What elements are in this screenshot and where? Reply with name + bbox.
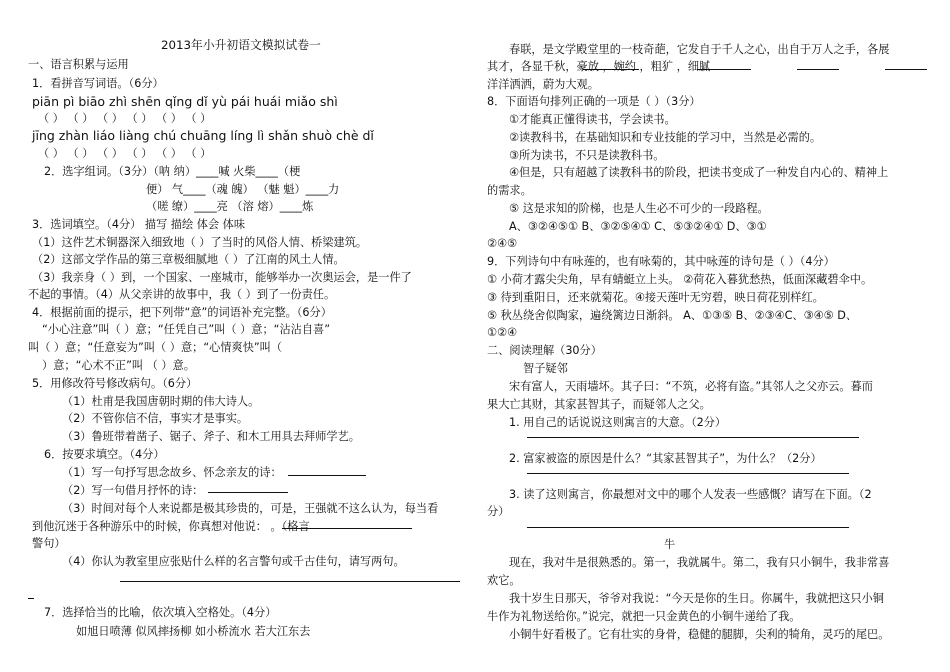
text-line: piān pì biāo zhì shēn qǐng dǐ yù pái huái miǎo shì — [32, 94, 338, 109]
text-line: ③ 待到重阳日，还来就菊花。④接天莲叶无穷碧，映日荷花别样红。 — [487, 291, 824, 304]
text-line: 牛 — [664, 538, 676, 551]
text-line: ⑤ 这是求知的阶梯，也是人生必不可少的一段路程。 — [509, 202, 769, 215]
text-line: 果大亡其财，其家甚智其子，而疑邻人之父。 — [487, 398, 711, 411]
text-line: 3．选词填空。（4分） 描写 描绘 体会 体味 — [32, 218, 246, 231]
text-line: 宋有富人，天雨墙坏。其子曰：“不筑，必将有盗。”其邻人之父亦云。暮而 — [509, 380, 873, 393]
answer-line — [28, 598, 34, 599]
answer-line — [527, 437, 859, 438]
text-line: （2）写一句借月抒怀的诗： — [62, 484, 204, 497]
text-line: 我十岁生日那天，爷爷对我说：“今天是你的生日。你属牛，我就把这只小铜 — [509, 592, 884, 605]
text-line: “小心注意”叫（ ）意；“任凭自己”叫（ ）意；“沾沾自喜” — [42, 323, 331, 336]
text-line: （嗟 缭）____亮 （溶 熔）____炼 — [146, 200, 314, 213]
text-line: （1）杜甫是我国唐朝时期的伟大诗人。 — [62, 395, 260, 408]
text-line: ① 小荷才露尖尖角，早有蜻蜓立上头。 ②荷花入暮犹愁热，低面深藏碧伞中。 — [487, 273, 873, 286]
text-line: （4）你认为教室里应张贴什么样的名言警句或千古佳句，请写两句。 — [62, 555, 405, 568]
text-line: 警句） — [32, 537, 66, 550]
text-line: jīng zhàn liáo liàng chú chuāng líng lì shǎn shuò chè dǐ — [32, 128, 374, 143]
text-line: ）意；“心术不正”叫 （ ）意。 — [42, 359, 195, 372]
text-line: （2）这部文学作品的第三章极细腻地（ ）了江南的风土人情。 — [32, 253, 345, 266]
text-line: 洋洋洒洒，蔚为大观。 — [487, 78, 599, 91]
text-line: （ ） （ ） （ ） （ ） （ ） （ ） — [38, 147, 212, 160]
text-line: 如旭日喷薄 似风摔扬柳 如小桥流水 若大江东去 — [76, 625, 311, 638]
text-line: 分） — [487, 505, 510, 518]
text-line: 到他沉迷于各种游乐中的时候，你真想对他说： 。（格言 — [32, 520, 310, 533]
text-line: 2．选字组词。（3分）（呐 纳）____喊 火柴____（梗 — [44, 165, 301, 178]
text-line: 一、语言积累与运用 — [28, 58, 129, 71]
text-line: ③所为读书，不只是读教科书。 — [509, 149, 665, 162]
text-line: 智子疑邻 — [523, 362, 568, 375]
text-line: ①才能真正懂得读书，学会读书。 — [509, 113, 676, 126]
text-line: 叫（ ）意；“任意妄为”叫（ ）意；“心情爽快”叫（ — [28, 341, 283, 354]
text-line: 牛作为礼物送给你。”说完，就把一只金黄色的小铜牛递给了我。 — [487, 610, 801, 623]
answer-line — [120, 581, 460, 582]
text-line: （2）不管你信不信，事实才是事实。 — [62, 412, 249, 425]
text-line: ②④⑤ — [487, 237, 518, 250]
text-line: ①②④ — [487, 326, 518, 339]
text-line: A、③②④⑤① B、③②⑤④① C、⑤③②④① D、③① — [509, 220, 767, 233]
text-line: ④但是，只有超越了读教科书的阶段，把读书变成了一种发自内心的、精神上 — [509, 166, 889, 179]
text-line: 9．下列诗句中有咏莲的，也有咏菊的，其中咏莲的诗句是（ ）（4分） — [487, 255, 835, 268]
text-line: （3）时间对每个人来说都是极其珍贵的，可是，王强就不这么认为，每当看 — [62, 502, 439, 515]
text-line: 1．看拼音写词语。（6分） — [32, 77, 164, 90]
text-line: 6．按要求填空。（4分） — [44, 448, 165, 461]
text-line: 4．根据前面的提示，把下列带“意”的词语补充完整。（6分） — [32, 306, 332, 319]
text-line: ②读教科书，在基础知识和专业技能的学习中，当然是必需的。 — [509, 131, 822, 144]
text-line: 1. 用自己的话说说这则寓言的大意。（2分） — [509, 416, 727, 429]
text-line: 的需求。 — [487, 184, 532, 197]
text-line: 二、阅读理解（30分） — [487, 344, 602, 357]
answer-line — [527, 527, 849, 528]
text-line: （3）我亲身（ ）到，一个国家、一座城市，能够举办一次奥运会，是一件了 — [32, 271, 412, 284]
answer-line — [885, 69, 927, 70]
text-line: 春联，是文学殿堂里的一枝奇葩，它发自于千人之心，出自于万人之手，各展 — [509, 43, 890, 56]
text-line: （3）鲁班带着凿子、锯子、斧子、和木工用具去拜师学艺。 — [62, 430, 360, 443]
text-line: 2. 富家被盗的原因是什么？“其家甚智其子”，为什么？（2分） — [509, 452, 822, 465]
text-line: 欢它。 — [487, 574, 521, 587]
answer-line — [208, 492, 288, 493]
text-line: 小铜牛好看极了。它有壮实的身骨，稳健的腿脚，尖利的犄角，灵巧的尾巴。 — [509, 628, 890, 641]
text-line: 不起的事情。（4）从父亲讲的故事中，我（ ）到了一份责任。 — [28, 288, 336, 301]
text-line: 5．用修改符号修改病句。（6分） — [32, 377, 198, 390]
text-line: （ ） （ ） （ ） （ ） （ ） （ ） — [38, 112, 212, 125]
text-line: 便） 气____（魂 魄） （魅 魁）____力 — [146, 183, 340, 196]
text-line: 8．下面语句排列正确的一项是（ ）（3分） — [487, 95, 701, 108]
text-line: 其才，各显千秋，豪放 ，婉约 ，粗犷 ，细腻 — [487, 60, 711, 73]
answer-line — [288, 475, 366, 476]
answer-line — [797, 69, 839, 70]
text-line: （1）写一句抒写思念故乡、怀念亲友的诗： — [62, 466, 282, 479]
answer-line — [527, 473, 849, 474]
text-line: 7．选择恰当的比喻，依次填入空格处。（4分） — [44, 606, 277, 619]
text-line: （1）这件艺术铜器深入细致地（ ）了当时的风俗人情、桥梁建筑。 — [32, 236, 368, 249]
text-line: 现在，我对牛是很熟悉的。第一，我就属牛。第二，我有只小铜牛，我非常喜 — [509, 556, 890, 569]
text-line: ⑤ 秋丛绕舍似陶家，遍绕篱边日渐斜。 A、①③⑤ B、②③④C、③④⑤ D、 — [487, 309, 858, 322]
exam-title: 2013年小升初语文模拟试卷一 — [161, 38, 321, 52]
text-line: 3. 读了这则寓言，你最想对文中的哪个人发表一些感慨？请写在下面。（2 — [509, 488, 872, 501]
